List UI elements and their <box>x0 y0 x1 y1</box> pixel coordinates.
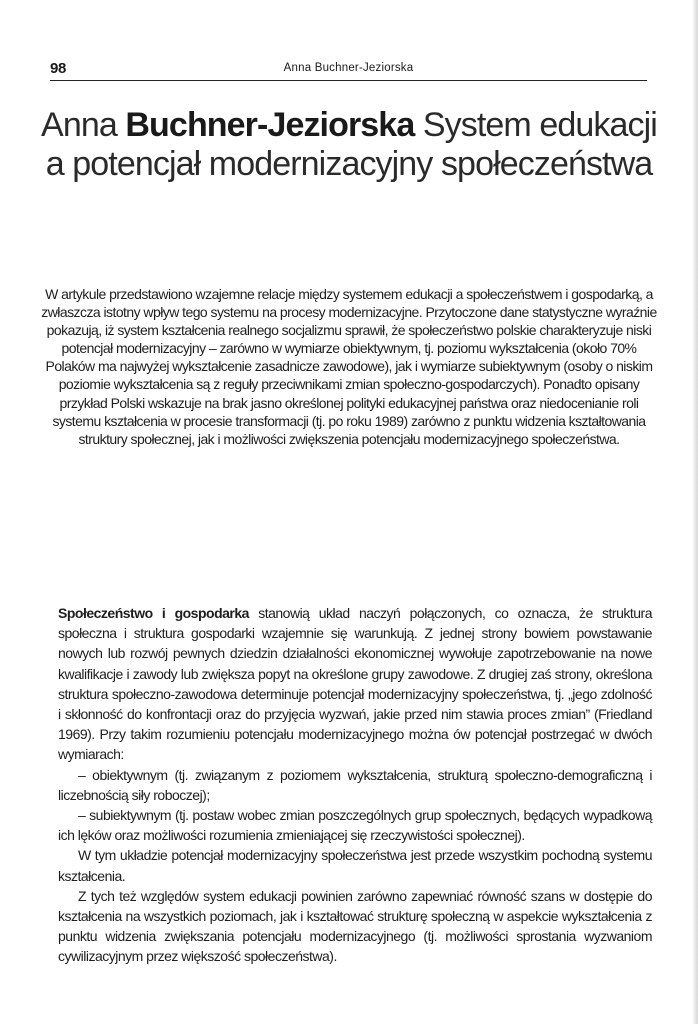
paragraph-1-text: stanowią układ naczyń połączonych, co oznacza, że struktura społeczna i struktura gospodarki wzajemnie się warunkują. Z jednej strony bowiem powstawanie nowych lub rozwój pewnych dziedzin działalności ekonomicznej wywołuje zapotrzebowanie na nowe kwalifikacje i zawody lub zwiększa popyt na określone grupy zawodowe. Z drugiej zaś strony, określona struktura społeczno-zawodowa determinuje potencjał modernizacyjny społeczeństwa, tj. „jego zdolność i skłonność do konfrontacji oraz do przyjęcia wyzwań, jakie przed nim stawia proces zmian” (Friedland 1969). Przy takim rozumieniu potencjału modernizacyjnego można ów potencjał postrzegać w dwóch wymiarach: <box>58 605 653 763</box>
body-paragraph-1 <box>58 603 652 765</box>
running-author: Anna Buchner-Jeziorska <box>283 62 414 74</box>
article-body <box>58 603 652 967</box>
body-paragraph-3: Z tych też względów system edukacji powinien zarówno zapewniać równość szans w dostępie do kształcenia na wszystkich poziomach, jak i kształtować strukturę społeczną w aspekcie wykształcenia z punktu widzenia zwiększania potencjału modernizacyjnego (tj. możliwości sprostania wyzwaniom cywilizacyjnym przez większość społeczeństwa). <box>58 887 652 965</box>
title-author-last: Buchner-Jeziorska <box>125 106 415 144</box>
abstract: W artykule przedstawiono wzajemne relacje między systemem edukacji a społeczeństwem i gospodarką, a zwłaszcza istotny wpływ tego systemu na procesy modernizacyjne. Przytoczone dane statystyczne wyraźnie pokazują, iż system kształcenia realnego socjalizmu sprawił, że społeczeństwo polskie charakteryzuje niski potencjał modernizacyjny – zarówno w wymiarze obiektywnym, tj. poziomu wykształcenia (około 70% Polaków ma najwyżej wykształcenie zasadnicze zawodowe), jak i wymiarze subiektywnym (osoby o niskim poziomie wykształcenia są z reguły przeciwnikami zmian społeczno-gospodarczych). Ponadto opisany przykład Polski wskazuje na brak jasno określonej polityki edukacyjnej państwa oraz niedocenianie roli systemu kształcenia w procesie transformacji (tj. po roku 1989) zarówno z punktu widzenia kształtowania struktury społecznej, jak i możliwości zwiększenia potencjału modernizacyjnego społeczeństwa. <box>41 286 657 447</box>
title-author-first: Anna <box>41 106 117 144</box>
title-text: System edukacji a potencjał modernizacyjny społeczeństwa <box>45 106 657 183</box>
body-paragraph-2: W tym układzie potencjał modernizacyjny społeczeństwa jest przede wszystkim pochodną systemu kształcenia. <box>58 847 652 884</box>
running-header <box>50 60 647 81</box>
article-title <box>40 106 658 184</box>
list-item-subjective: – subiektywnym (tj. postaw wobec zmian poszczególnych grup społecznych, będących wypadkową ich lęków oraz możliwości rozumienia zmieniającej się rzeczywistości społecznej). <box>58 807 652 844</box>
page-number: 98 <box>50 60 67 77</box>
list-item-objective: – obiektywnym (tj. związanym z poziomem wykształcenia, strukturą społeczno-demograficzną i liczebnością siły roboczej); <box>58 766 652 803</box>
page-edge-shadow <box>692 0 698 1024</box>
lead-phrase: Społeczeństwo i gospodarka <box>58 605 249 621</box>
